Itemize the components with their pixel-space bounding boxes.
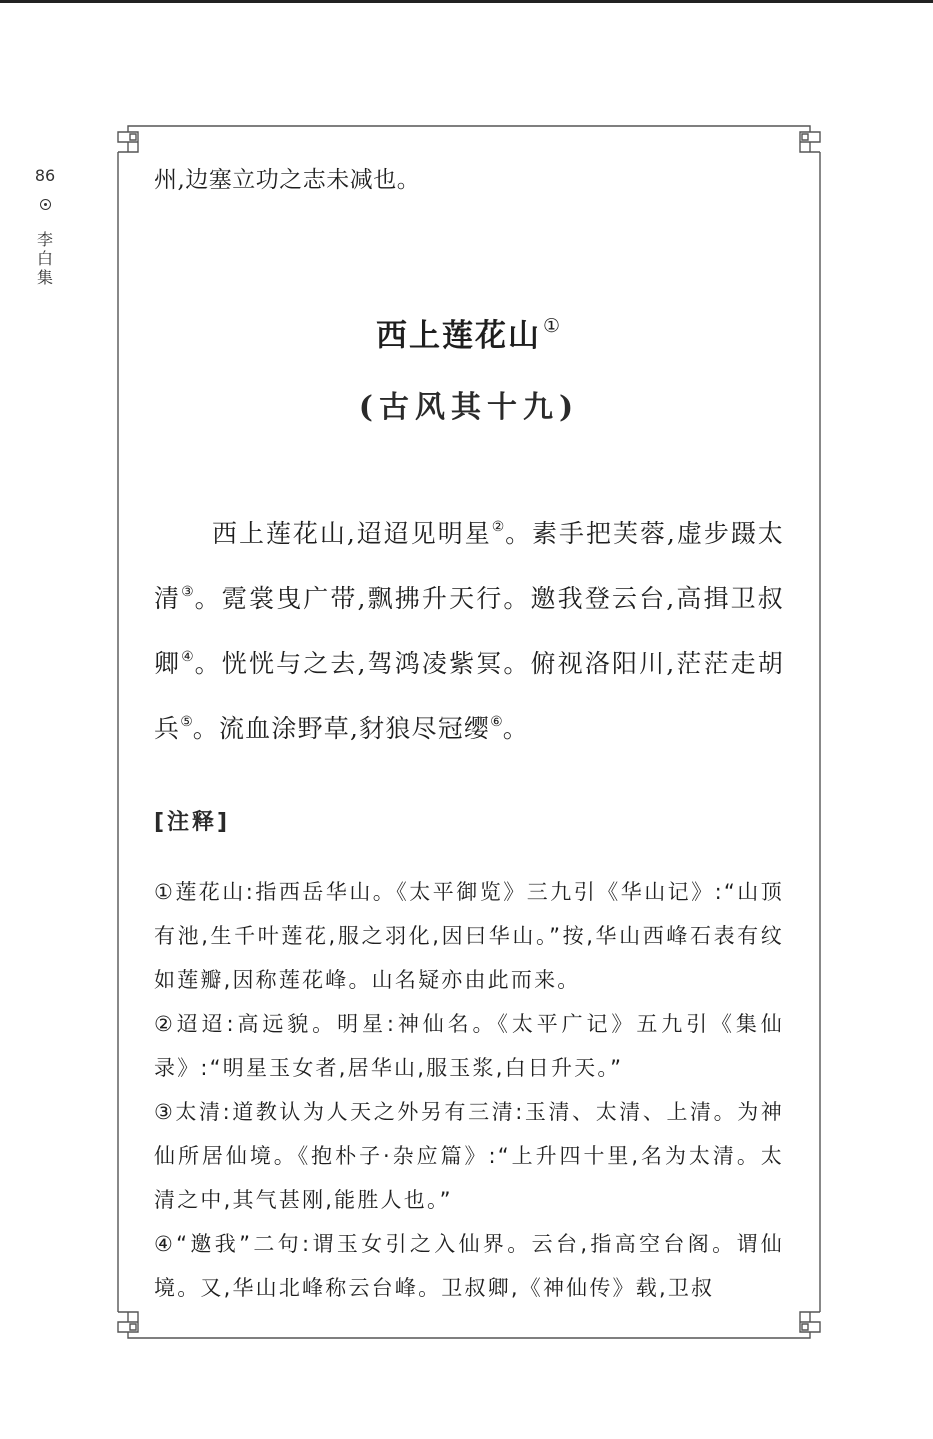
poem-title-note: ①: [542, 315, 563, 337]
side-margin: [30, 166, 60, 287]
notes-heading: [注释]: [154, 810, 231, 835]
poem-title: [154, 310, 784, 355]
note-item: ④“邀我”二句:谓玉女引之入仙界。云台,指高空台阁。谓仙境。又,华山北峰称云台峰。卫叔卿,《神仙传》载,卫叔: [154, 1232, 784, 1300]
note-item: ②迢迢:高远貌。明星:神仙名。《太平广记》五九引《集仙录》:“明星玉女者,居华山,服玉浆,白日升天。”: [154, 1012, 784, 1080]
poem-title-text: 西上莲花山: [375, 318, 541, 354]
page-content: [154, 160, 784, 1300]
page-number: 86: [34, 166, 56, 185]
book-title: 李白集: [37, 230, 54, 287]
note-marker: ⑤: [180, 714, 193, 730]
continuation-text: 州,边塞立功之志未减也。: [154, 167, 421, 193]
top-rule: [0, 0, 933, 3]
poem-segment: 。素手把芙蓉,虚步蹑太清: [154, 519, 784, 613]
poem-segment: 。霓裳曳广带,飘拂升天行。邀我登云台,高揖卫叔卿: [154, 584, 784, 678]
poem-segment: 。: [502, 714, 529, 743]
note-marker: ②: [491, 519, 506, 535]
poem-segment: 。流血涂野草,豺狼尽冠缨: [192, 714, 491, 743]
poem-segment: 西上莲花山,迢迢见明星: [212, 519, 492, 548]
notes-list: [154, 870, 784, 1310]
note-item: ③太清:道教认为人天之外另有三清:玉清、太清、上清。为神仙所居仙境。《抱朴子·杂应篇》:“上升四十里,名为太清。太清之中,其气甚刚,能胜人也。”: [154, 1100, 784, 1212]
poem-body: [154, 498, 784, 758]
note-marker: ③: [181, 584, 195, 600]
poem-subtitle: (古风其十九): [358, 390, 580, 425]
circle-dot-icon: [40, 199, 51, 210]
note-item: ①莲花山:指西岳华山。《太平御览》三九引《华山记》:“山顶有池,生千叶莲花,服之羽化,因曰华山。”按,华山西峰石表有纹如莲瓣,因称莲花峰。山名疑亦由此而来。: [154, 880, 784, 992]
note-marker: ⑥: [490, 714, 503, 730]
poem-segment: 。恍恍与之去,驾鸿凌紫冥。俯视洛阳川,茫茫走胡兵: [154, 649, 784, 743]
note-marker: ④: [181, 649, 195, 665]
